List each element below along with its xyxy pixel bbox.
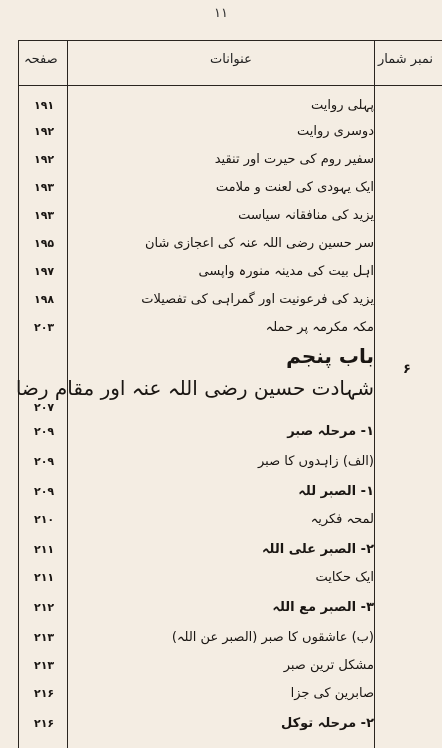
toc-title: ۳- الصبر مع اللہ [272,600,374,615]
toc-row [0,712,442,736]
toc-page: ۲۱۳ [34,631,55,644]
toc-row [0,450,442,474]
toc-page: ۲۱۳ [34,659,55,672]
header-topics: عنوانات [210,52,252,67]
toc-title: سر حسین رضی اللہ عنہ کی اعجازی شان [145,236,374,251]
toc-title: لمحہ فکریہ [310,512,374,527]
toc-page: ۱۹۲ [34,153,55,166]
toc-title: ۱- الصبر للہ [298,484,374,499]
toc-row [0,626,442,650]
toc-title: مکہ مکرمہ پر حملہ [265,320,374,335]
toc-row [0,538,442,562]
toc-page: ۲۰۹ [34,455,55,468]
toc-row [0,316,442,340]
toc-title: ۲- مرحلہ توکل [280,716,374,731]
toc-row [0,682,442,706]
toc-page: ۲۱۰ [34,513,55,526]
toc-page: ۲۱۱ [34,543,55,556]
toc-row [0,654,442,678]
toc-title: مشکل ترین صبر [283,658,374,673]
toc-page: ۱۹۸ [34,293,55,306]
header-divider [19,85,442,86]
toc-page: ۲۱۶ [34,717,55,730]
toc-page: ۲۱۲ [34,601,55,614]
chapter-page: ۲۰۷ [34,401,55,414]
header-serial: نمبر شمار [378,52,434,67]
toc-title: یزید کی فرعونیت اور گمراہی کی تفصیلات [141,292,374,307]
toc-page: ۱۹۱ [34,99,55,112]
toc-title: دوسری روایت [297,124,374,139]
toc-row [0,94,442,118]
chapter-page-row [0,396,442,420]
toc-row [0,566,442,590]
toc-title: سفیر روم کی حیرت اور تنقید [214,152,374,167]
toc-row [0,176,442,200]
toc-row [0,260,442,284]
toc-page: ۲۱۶ [34,687,55,700]
toc-page: ۱۹۵ [34,237,55,250]
toc-row [0,288,442,312]
toc-title: (الف) زاہدوں کا صبر [257,454,374,469]
toc-title: ۲- الصبر علی اللہ [261,542,374,557]
chapter-title: شہادت حسین رضی اللہ عنہ اور مقام رضا [15,376,374,400]
toc-row [0,480,442,504]
toc-row [0,232,442,256]
toc-page: ۱۹۳ [34,209,55,222]
toc-title: اہل بیت کی مدینہ منورہ واپسی [198,264,374,279]
toc-title: ۱- مرحلہ صبر [287,424,374,439]
toc-page: ۲۰۹ [34,485,55,498]
toc-title: ایک یہودی کی لعنت و ملامت [215,180,374,195]
chapter-heading-row [0,342,442,377]
toc-page: ۱۹۷ [34,265,55,278]
header-page: صفحہ [24,52,58,67]
toc-page: ۲۰۹ [34,425,55,438]
chapter-heading: باب پنجم [286,344,374,368]
toc-row [0,508,442,532]
toc-row [0,420,442,444]
toc-page: ۲۱۱ [34,571,55,584]
toc-title: یزید کی منافقانہ سیاست [238,208,374,223]
toc-title: ایک حکایت [315,570,374,585]
toc-row [0,120,442,144]
toc-row [0,596,442,620]
toc-title: صابرین کی جزا [290,686,374,701]
page-number: ۱۱ [214,6,228,21]
toc-page: ۱۹۳ [34,181,55,194]
toc-page: ۲۰۳ [34,321,55,334]
toc-page: ۱۹۲ [34,125,55,138]
toc-title: (ب) عاشقوں کا صبر (الصبر عن اللہ) [171,630,374,645]
toc-row [0,204,442,228]
chapter-serial: ۶ [403,362,411,377]
toc-row [0,148,442,172]
toc-title: پہلی روایت [310,98,374,113]
